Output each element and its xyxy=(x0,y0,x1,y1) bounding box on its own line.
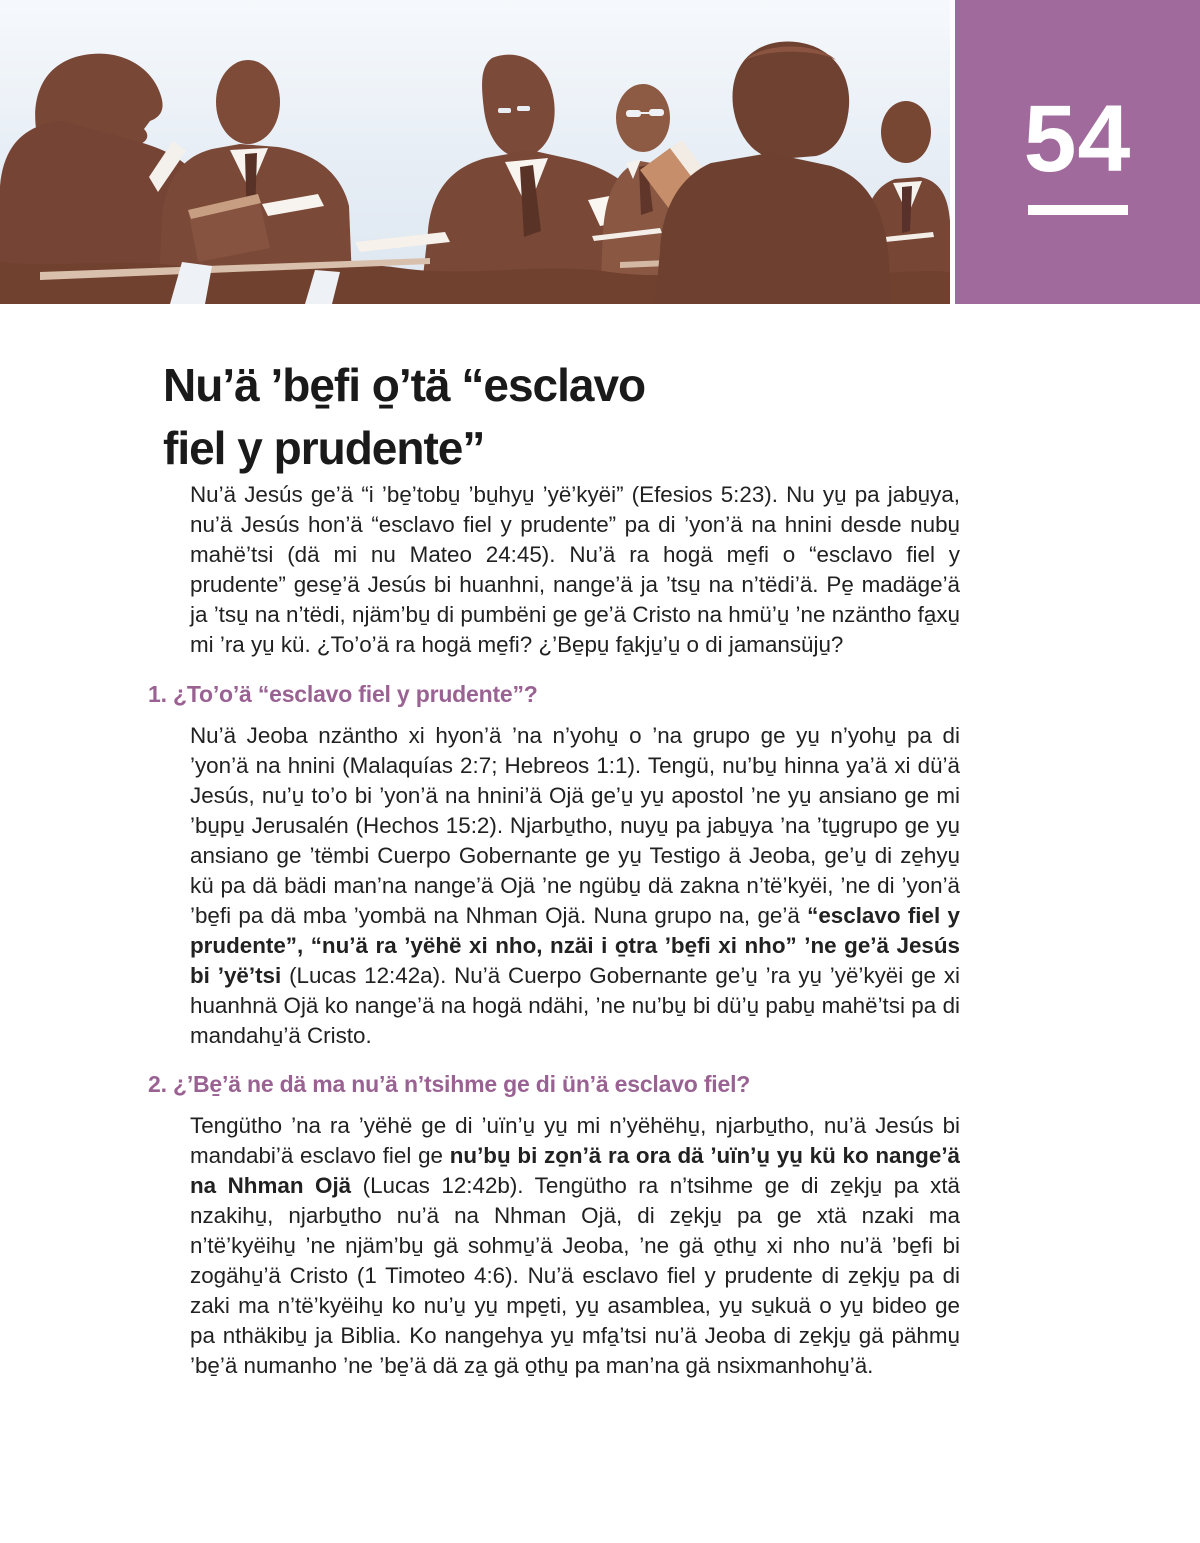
section-2-paragraph: Tengütho ’na ra ’yëhë ge di ’uïn’u̱ yu̱ mi n’yëhëhu̱, njarbu̱tho, nu’ä Jesús bi mandabi’ä esclavo fiel ge nu’bu̱ bi zo̱n’ä ra ora dä ’uïn’u̱ yu̱ kü ko nange’ä na Nhman Ojä (Lucas 12:42b). Tengütho ra n’tsihme ge di ze̱kju̱ pa xtä nzakihu̱, njarbu̱tho nu’ä na Nhman Ojä, di ze̱kju̱ pa ge xtä nzaki ma n’të’kyëihu̱ ’ne njäm’bu̱ gä sohmu̱’ä Jeoba, ’ne gä o̱thu̱ xi nho nu’ä ’be̱fi bi zogähu̱’ä Cristo (1 Timoteo 4:6). Nu’ä esclavo fiel y prudente di ze̱kju̱ pa di zaki ma n’të’kyëihu̱ ko nu’u̱ yu̱ mpe̱ti, yu̱ asamblea, yu̱ su̱kuä o yu̱ bideo ge pa nthäkibu̱ ja Biblia. Ko nangehya yu̱ mfa̱’tsi nu’ä Jeoba di ze̱kju̱ gä pähmu̱ ’be̱’ä numanho ’ne ’be̱’ä dä za̱ gä o̱thu̱ pa man’na gä nsixmanhohu̱’ä. xyxy=(190,1113,961,1378)
intro-paragraph: Nu’ä Jesús ge’ä “i ’be̱’tobu̱ ’bu̱hyu̱ ’yë’kyëi” (Efesios 5:23). Nu yu̱ pa jabu̱ya, nu’ä Jesús hon’ä “esclavo fiel y prudente” pa di ’yon’ä na hnini desde nubu̱ mahë’tsi (dä mi nu Mateo 24:45). Nu’ä ra hogä me̱fi o “esclavo fiel y prudente” gese̱’ä Jesús bi huanhni, nange’ä ja ’tsu̱ na n’tëdi’ä. Pe̱ madäge’ä ja ’tsu̱ na n’tëdi, njäm’bu̱ di pumbëni ge ge’ä Cristo na hmü’u̱ ’ne nzäntho fa̱xu̱ mi ’ra yu̱ kü. ¿To’o’ä ra hogä me̱fi? ¿’Be̱pu̱ fa̱kju̱’u̱ o di jamansüju̱? xyxy=(190,482,960,657)
section-1 xyxy=(148,680,960,1051)
section-1-heading: 1. ¿To’o’ä “esclavo fiel y prudente”? xyxy=(148,681,538,707)
hero-illustration xyxy=(0,0,950,304)
page-title-line-1: Nu’ä ’be̱fi o̱’tä “esclavo xyxy=(163,359,646,411)
men-meeting-silhouette-image xyxy=(0,0,950,304)
hero-header xyxy=(0,0,1200,304)
page-title xyxy=(163,354,960,480)
section-2 xyxy=(148,1070,961,1381)
section-2-heading: 2. ¿’Be̱’ä ne dä ma nu’ä n’tsihme ge di ün’ä esclavo fiel? xyxy=(148,1071,751,1097)
page-title-line-2: fiel y prudente” xyxy=(163,422,485,474)
section-1-paragraph: Nu’ä Jeoba nzäntho xi hyon’ä ’na n’yohu̱ o ’na grupo ge yu̱ n’yohu̱ pa di ’yon’ä na hnini (Malaquías 2:7; Hebreos 1:1). Tengü, nu’bu̱ hinna ya’ä xi dü’ä Jesús, nu’u̱ to’o bi ’yon’ä na hnini’ä Ojä ge’u̱ yu̱ apostol ’ne yu̱ ansiano ge mi ’bu̱pu̱ Jerusalén (Hechos 15:2). Njarbu̱tho, nuyu̱ pa jabu̱ya ’na ’tu̱grupo ge yu̱ ansiano ge ’tëmbi Cuerpo Gobernante ge yu̱ Testigo ä Jeoba, ge’u̱ di ze̱hyu̱ kü pa dä bädi man’na nange’ä Ojä ’ne ngübu̱ dä zakna n’të’kyëi, ’ne di ’yon’ä ’be̱fi pa dä mba ’yombä na Nhman Ojä. Nuna grupo na, ge’ä “esclavo fiel y prudente”, “nu’ä ra ’yëhë xi nho, nzäi i o̱tra ’be̱fi xi nho” ’ne ge’ä Jesús bi ’yë’tsi (Lucas 12:42a). Nu’ä Cuerpo Gobernante ge’u̱ ’ra yu̱ ’yë’kyëi ge xi huanhnä Ojä ko nange’ä na hogä ndähi, ’ne nu’bu̱ bi dü’u̱ pabu̱ mahë’tsi pa di mandahu̱’ä Cristo. xyxy=(190,723,960,1048)
lesson-number-underline xyxy=(1028,205,1128,215)
lesson-article xyxy=(148,354,961,1381)
lesson-number: 54 xyxy=(1023,86,1132,192)
lesson-number-badge xyxy=(955,0,1200,304)
